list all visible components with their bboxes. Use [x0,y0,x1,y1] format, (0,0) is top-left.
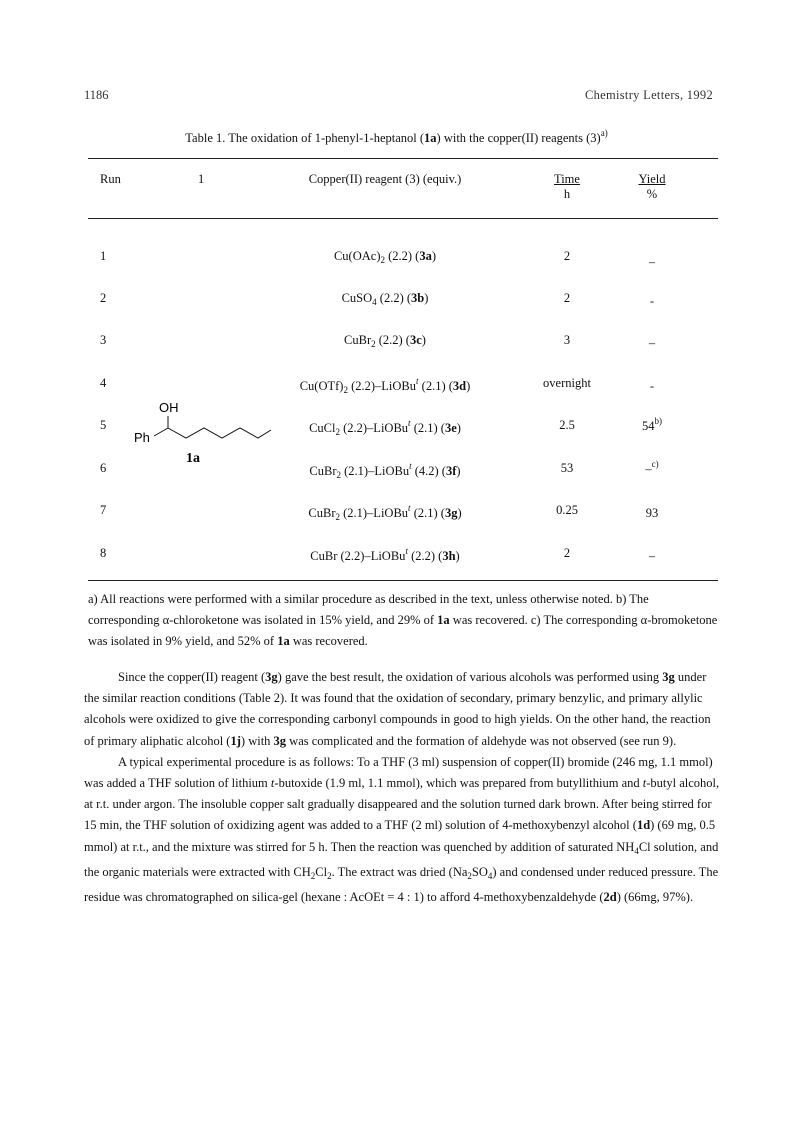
run-number: 6 [100,461,107,475]
reagent: $Cu(OAc)_2$ (2.2) (3a) [333,249,437,265]
body-text [84,667,720,908]
time-value: 53 [560,461,574,475]
yield-value: - [649,294,655,308]
paragraph-2: A typical experimental procedure is as follows: To a THF (3 ml) suspension of copper(II) bromide (246 mg, 1.1 mmol) was added a THF solution of lithium t-butoxide (1.9 ml, 1.1 mmol), which was prepared from butyllithium and t-butyl alcohol, at r.t. under argon. The insoluble copper salt gradually disappeared and the solution turned dark brown. After being stirred for 15 min, the THF solution of oxidizing agent was added to a THF (2 ml) solution of 4-methoxybenzyl alcohol (1d) (69 mg, 0.5 mmol) at r.t., and the mixture was stirred for 5 h. Then the reaction was quenched by addition of saturated $NH_4Cl$ solution, and the organic materials were extracted with $CH_2Cl_2$. The extract was dried $(Na_2SO_4)$ and condensed under reduced pressure. The residue was chromatographed on silica-gel (hexane : AcOEt = 4 : 1) to afford 4-methoxybenzaldehyde (2d) (66mg, 97%). [84,754,720,905]
table-top-rule [88,158,718,159]
structure-label: 1a [186,451,200,466]
table-bottom-rule [88,580,718,581]
time-value: 2 [563,291,571,305]
time-value: 2 [563,546,571,560]
time-value: overnight [543,376,591,390]
time-value: 3 [563,333,571,347]
paragraph-1: Since the copper(II) reagent (3g) gave the best result, the oxidation of various alcohols was performed using 3g under the similar reaction conditions (Table 2). It was found that the oxidation of secondary, primary benzylic, and primary allylic alcohols were oxidized to give the corresponding carbonyl compounds in good to high yields. On the other hand, the reaction of primary aliphatic alcohol (1j) with 3g was complicated and the formation of aldehyde was not observed (see run 9). [84,670,711,748]
table-footnotes: a) All reactions were performed with a similar procedure as described in the text, unless otherwise noted. b) The corresponding α-chloroketone was isolated in 15% yield, and 29% of 1a was recovered. c) The corresponding α-bromoketone was isolated in 9% yield, and 52% of 1a was recovered. [88,592,718,648]
run-number: 7 [100,503,107,517]
header-reagent: Copper(II) reagent (3) (equiv.) [308,172,462,186]
reagent: CuBr (2.2)–LiOBu$^t$ (2.2) (3h) [310,546,460,563]
run-number: 4 [100,376,107,390]
structure-ph-label: Ph [134,430,150,445]
run-number: 8 [100,546,107,560]
yield-value: – [648,336,656,350]
table-caption: Table 1. The oxidation of 1-phenyl-1-heptanol (1a) with the copper(II) reagents $(3)^{a)}$ [185,128,608,145]
yield-value: –$^{c)}$ [645,459,659,476]
journal-name: Chemistry Letters, 1992 [584,88,713,102]
header-run: Run [100,172,121,186]
yield-value: - [649,379,655,393]
time-value: 2 [563,249,571,263]
reagent: $Cu(OTf)_2$ (2.2)–LiOBu$^t$ (2.1) (3d) [299,376,471,395]
yield-value: – [648,549,656,563]
header-yield: Yield % [638,172,666,201]
yield-value: – [648,255,656,269]
yield-value: 93 [645,506,659,520]
reagent: CuSO$_4$ (2.2) (3b) [341,291,429,307]
structure-1a [128,396,278,466]
yield-value: 54$^{b)}$ [642,416,662,433]
header-time: Time h [554,172,580,201]
page-number: 1186 [84,88,109,102]
table-header-rule [88,218,718,219]
time-value: 0.25 [556,503,578,517]
run-number: 1 [100,249,107,263]
run-number: 2 [100,291,107,305]
structure-chain [168,428,271,438]
reagent: CuCl$_2$ (2.2)–LiOBu$^t$ (2.1) (3e) [309,418,461,437]
run-number: 5 [100,418,107,432]
run-number: 3 [100,333,107,347]
time-value: 2.5 [559,418,575,432]
header-substrate: 1 [198,172,205,186]
structure-oh-bond [154,416,168,436]
reagent: CuBr$_2$ (2.2) (3c) [344,333,426,349]
structure-oh-label: OH [159,400,179,415]
reagent: CuBr$_2$ (2.1)–LiOBu$^t$ (4.2) (3f) [309,461,461,480]
reagent: CuBr$_2$ (2.1)–LiOBu$^t$ (2.1) (3g) [308,503,462,522]
